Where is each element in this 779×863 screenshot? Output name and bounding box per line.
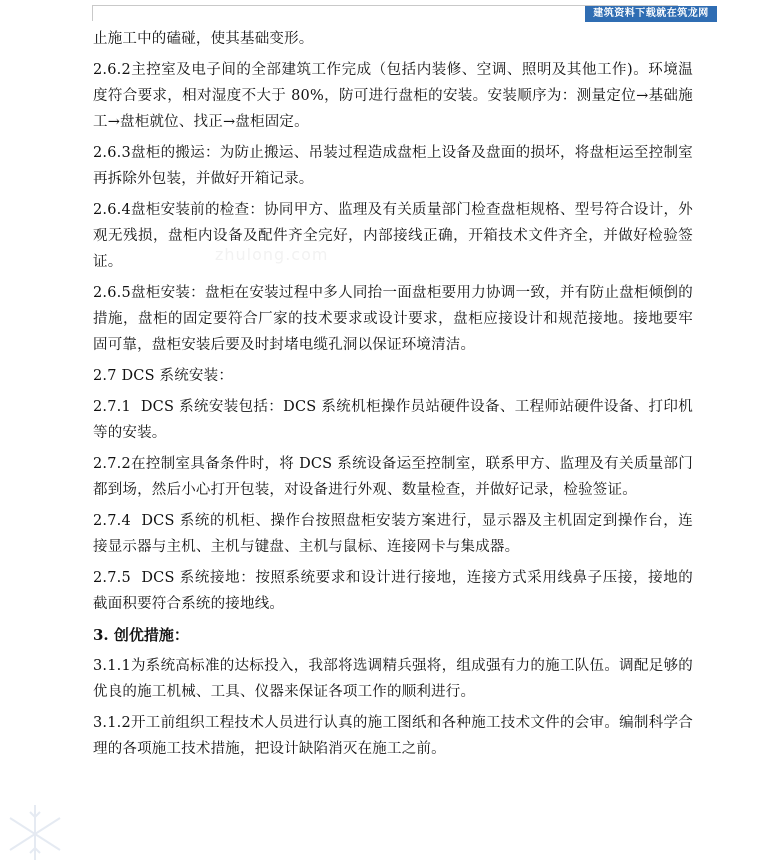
snowflake-watermark-icon bbox=[0, 800, 70, 863]
paragraph: 2.7.1 DCS 系统安装包括：DCS 系统机柜操作员站硬件设备、工程师站硬件设备、打印机等的安装。 bbox=[93, 399, 693, 441]
paragraph: 2.6.3盘柜的搬运：为防止搬运、吊装过程造成盘柜上设备及盘面的损坏，将盘柜运至控制室再拆除外包装，并做好开箱记录。 bbox=[93, 145, 693, 187]
section-title: 2.7 DCS 系统安装： bbox=[93, 368, 234, 384]
paragraph: 止施工中的磕碰，使其基础变形。 bbox=[93, 31, 314, 47]
watermark-banner: 建筑资料下载就在筑龙网 bbox=[585, 6, 717, 22]
section-heading: 3. 创优措施： bbox=[93, 626, 189, 644]
paragraph: 2.7.2在控制室具备条件时，将 DCS 系统设备运至控制室，联系甲方、监理及有关质量部门都到场，然后小心打开包装，对设备进行外观、数量检查，并做好记录，检验签证。 bbox=[93, 456, 693, 498]
paragraph: 3.1.2开工前组织工程技术人员进行认真的施工图纸和各种施工技术文件的会审。编制科学合理的各项施工技术措施，把设计缺陷消灭在施工之前。 bbox=[93, 715, 693, 757]
paragraph: 2.6.4盘柜安装前的检查：协同甲方、监理及有关质量部门检查盘柜规格、型号符合设计，外观无残损，盘柜内设备及配件齐全完好，内部接线正确，开箱技术文件齐全，并做好检验签证。 bbox=[93, 202, 693, 270]
paragraph: 3.1.1为系统高标准的达标投入，我部将选调精兵强将，组成强有力的施工队伍。调配足够的优良的施工机械、工具、仪器来保证各项工作的顺利进行。 bbox=[93, 658, 693, 700]
paragraph: 2.6.5盘柜安装：盘柜在安装过程中多人同抬一面盘柜要用力协调一致，并有防止盘柜倾倒的措施，盘柜的固定要符合厂家的技术要求或设计要求，盘柜应接设计和规范接地。接地要牢固可靠，盘柜安装后要及时封堵电缆孔洞以保证环境清洁。 bbox=[93, 285, 693, 353]
faint-watermark: zhulong.com bbox=[215, 245, 329, 264]
crop-mark-left bbox=[92, 5, 93, 21]
paragraph: 2.7.4 DCS 系统的机柜、操作台按照盘柜安装方案进行，显示器及主机固定到操作台，连接显示器与主机、主机与键盘、主机与鼠标、连接网卡与集成器。 bbox=[93, 513, 693, 555]
paragraph: 2.7.5 DCS 系统接地：按照系统要求和设计进行接地，连接方式采用线鼻子压接，接地的截面积要符合系统的接地线。 bbox=[93, 570, 693, 612]
paragraph: 2.6.2主控室及电子间的全部建筑工作完成（包括内装修、空调、照明及其他工作)。环境温度符合要求，相对湿度不大于 80%，防可进行盘柜的安装。安装顺序为：测量定位→基础施工→盘柜就位、找正→盘柜固定。 bbox=[93, 62, 693, 130]
document-body bbox=[93, 26, 693, 762]
